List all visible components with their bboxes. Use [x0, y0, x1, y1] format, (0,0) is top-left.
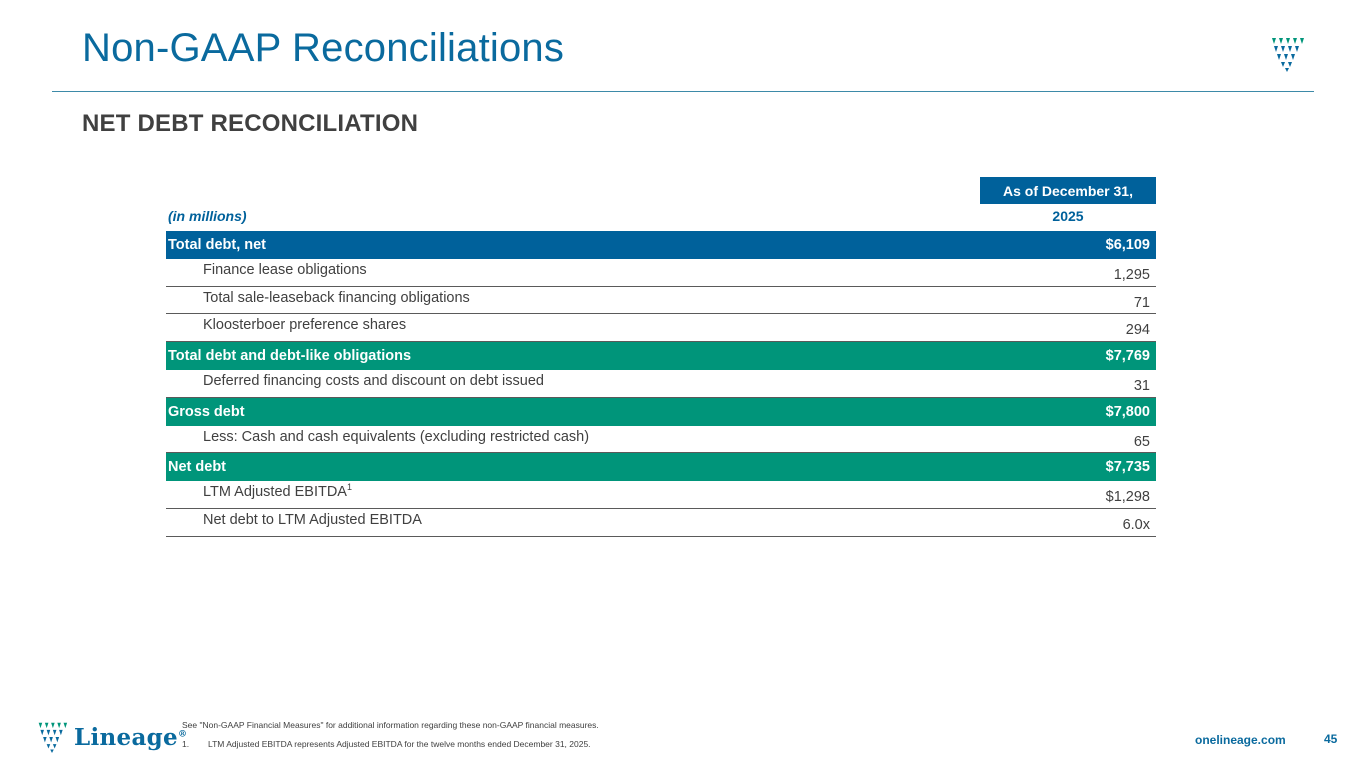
- table-row: [166, 453, 1156, 481]
- row-label: Finance lease obligations: [203, 261, 367, 278]
- row-value: $7,800: [1105, 403, 1150, 420]
- row-value: $7,735: [1105, 459, 1150, 476]
- row-value: 71: [1133, 294, 1150, 311]
- column-header: As of December 31,: [980, 177, 1156, 204]
- footnote-main: See "Non-GAAP Financial Measures" for additional information regarding these non-GAAP financial measures.: [182, 720, 599, 730]
- footer-brand: [74, 724, 187, 751]
- row-label-text: LTM Adjusted EBITDA: [203, 484, 347, 501]
- table-row: [166, 370, 1156, 398]
- footnote-text: LTM Adjusted EBITDA represents Adjusted EBITDA for the twelve months ended December 31, 2025.: [208, 739, 591, 749]
- footnote-1: [182, 739, 591, 749]
- table-body: [166, 231, 1156, 537]
- table-row: [166, 426, 1156, 454]
- table-row: [166, 398, 1156, 426]
- website-link[interactable]: onelineage.com: [1195, 733, 1286, 747]
- brand-name: Lineage: [74, 724, 178, 751]
- row-value: 31: [1133, 377, 1150, 394]
- row-label: [203, 484, 352, 500]
- row-value: 65: [1133, 433, 1150, 450]
- row-label: Net debt: [168, 459, 226, 476]
- title-divider: [52, 91, 1314, 92]
- row-value: $7,769: [1105, 348, 1150, 365]
- row-value: 1,295: [1113, 266, 1150, 283]
- row-label: Total sale-leaseback financing obligations: [203, 289, 470, 306]
- row-label: Gross debt: [168, 403, 245, 420]
- table-row: [166, 509, 1156, 537]
- year-header: 2025: [1052, 208, 1084, 224]
- row-label: Kloosterboer preference shares: [203, 317, 407, 334]
- row-label: Total debt, net: [168, 237, 267, 253]
- page-number: 45: [1324, 732, 1338, 746]
- row-label: Total debt and debt-like obligations: [168, 348, 412, 365]
- page-title: Non-GAAP Reconciliations: [82, 26, 565, 70]
- registered-mark: ®: [177, 729, 188, 740]
- table-row: [166, 314, 1156, 342]
- units-label: (in millions): [168, 208, 247, 224]
- footnote-marker: 1: [346, 482, 352, 493]
- row-value: 294: [1125, 322, 1150, 339]
- table-row: [166, 231, 1156, 259]
- table-row: [166, 287, 1156, 315]
- row-value: $6,109: [1105, 237, 1150, 253]
- row-value: 6.0x: [1122, 516, 1150, 533]
- table-row: [166, 342, 1156, 370]
- row-label: Deferred financing costs and discount on debt issued: [203, 372, 544, 389]
- row-label: Less: Cash and cash equivalents (excluding restricted cash): [203, 428, 590, 445]
- table-row: [166, 481, 1156, 509]
- lineage-logo-icon: [36, 721, 68, 753]
- header-row: [166, 204, 1156, 231]
- row-value: $1,298: [1105, 489, 1150, 506]
- section-heading: NET DEBT RECONCILIATION: [82, 110, 419, 137]
- row-label: Net debt to LTM Adjusted EBITDA: [203, 511, 422, 528]
- table-row: [166, 259, 1156, 287]
- lineage-shield-icon: [1270, 36, 1304, 72]
- footnote-number: 1.: [182, 739, 190, 749]
